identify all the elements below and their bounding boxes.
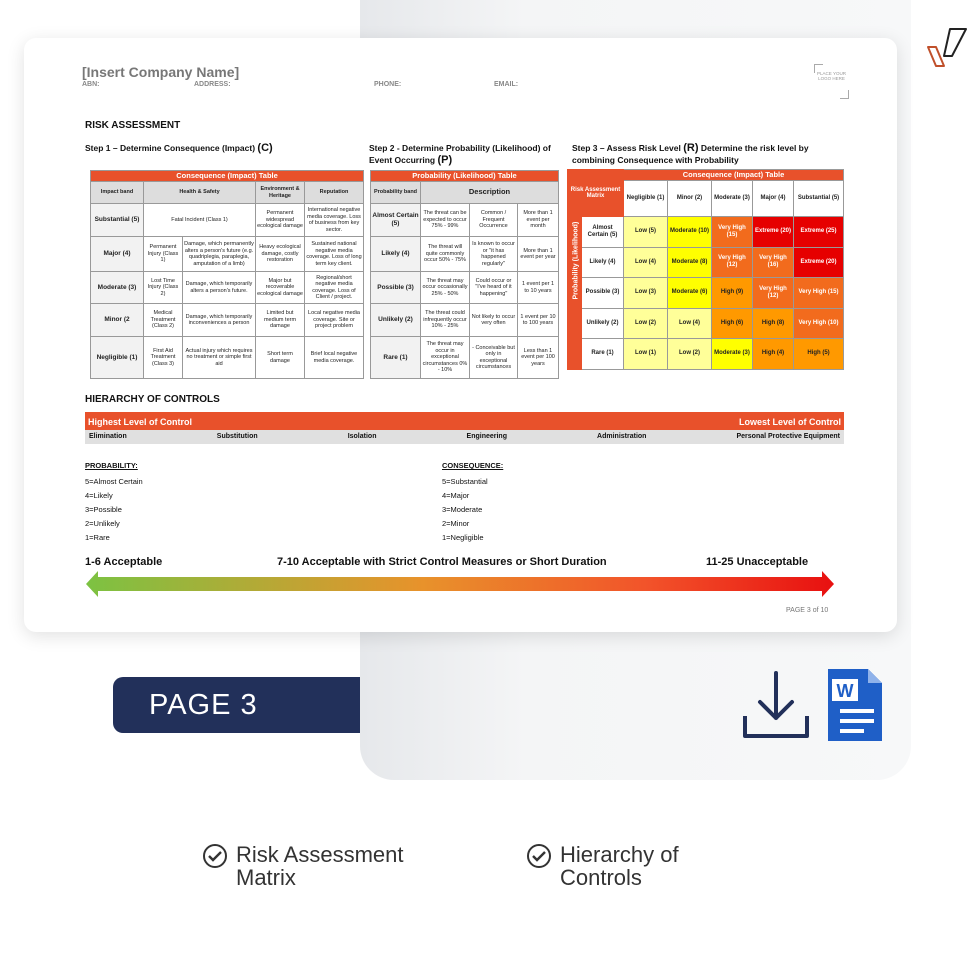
hierarchy-item: Isolation — [347, 433, 377, 440]
reputation-cell: Brief local negative media coverage. — [305, 337, 364, 379]
risk-cell-low: Low (1) — [624, 339, 668, 370]
risk-cell-high: High (8) — [753, 308, 794, 339]
table-row — [371, 272, 559, 304]
step3-title-text-2: Determine the risk level by combining Consequence with Probability — [572, 143, 809, 165]
consequence-table — [90, 170, 364, 379]
col-header: Impact band — [91, 182, 144, 204]
step1-letter: (C) — [257, 142, 273, 154]
probability-legend-item: 3=Possible — [85, 505, 122, 514]
matrix-corner-label: Risk Assessment Matrix — [568, 170, 624, 217]
address-label: ADDRESS: — [194, 81, 231, 88]
hierarchy-item: Substitution — [216, 433, 258, 440]
probability-legend — [85, 459, 143, 545]
reputation-cell: International negative media coverage. Loss of business from key sector. — [305, 204, 364, 237]
abn-label: ABN: — [82, 81, 100, 88]
risk-cell-ext: Extreme (20) — [753, 217, 794, 248]
matrix-row — [568, 339, 844, 370]
probability-legend-item: 2=Unlikely — [85, 519, 120, 528]
col-header: Health & Safety — [144, 182, 256, 204]
step2-title-text: Step 2 - Determine Probability (Likelihood) of Event Occurring — [369, 143, 551, 165]
risk-cell-low: Low (4) — [668, 308, 712, 339]
phone-label: PHONE: — [374, 81, 402, 88]
page-title: RISK ASSESSMENT — [85, 120, 181, 131]
scale-strict: 7-10 Acceptable with Strict Control Measures or Short Duration — [277, 556, 607, 568]
matrix-column-header: Negligible (1) — [624, 181, 668, 217]
description-cell: The threat may occur in exceptional circumstances 0% - 10% — [421, 337, 470, 379]
probability-band: Rare (1) — [371, 337, 421, 379]
step1-title-text: Step 1 – Determine Consequence (Impact) — [85, 143, 256, 153]
matrix-column-header: Minor (2) — [668, 181, 712, 217]
health-safety-class: Permanent Injury (Class 1) — [144, 237, 183, 272]
feature-label: Risk Assessment Matrix — [236, 842, 404, 890]
risk-cell-high: High (9) — [712, 278, 753, 309]
hierarchy-title: HIERARCHY OF CONTROLS — [85, 394, 220, 405]
matrix-row-label: Likely (4) — [582, 247, 624, 278]
matrix-row-label: Almost Certain (5) — [582, 217, 624, 248]
description-cell: More than 1 event per year — [518, 237, 559, 272]
col-header: Reputation — [305, 182, 364, 204]
health-safety-class: Lost Time Injury (Class 2) — [144, 272, 183, 304]
feature-item — [202, 843, 456, 889]
risk-matrix-table — [567, 169, 844, 370]
hierarchy-item: Administration — [597, 433, 647, 440]
description-cell: The threat may occur occasionally 25% - 50% — [421, 272, 470, 304]
risk-cell-mod: Moderate (10) — [668, 217, 712, 248]
risk-cell-vh: Very High (16) — [753, 247, 794, 278]
consequence-legend-item: 1=Negligible — [442, 533, 484, 542]
health-safety-cell: Damage, which permanently alters a person's future (e.g. quadriplegia, paraplegia, amputation of a limb) — [183, 237, 256, 272]
description-cell: Common / Frequent Occurrence — [470, 204, 518, 237]
consequence-legend-title: CONSEQUENCE: — [442, 461, 504, 470]
matrix-column-header: Major (4) — [753, 181, 794, 217]
description-cell: The threat could infrequently occur 10% - 25% — [421, 304, 470, 337]
table-row — [91, 204, 364, 237]
download-icon[interactable] — [742, 670, 812, 740]
risk-cell-vh: Very High (10) — [794, 308, 844, 339]
step3-title — [572, 142, 842, 166]
table-row — [371, 337, 559, 379]
description-cell: More than 1 event per month — [518, 204, 559, 237]
description-cell: Is known to occur or "it has happened regularly" — [470, 237, 518, 272]
reputation-cell: Local negative media coverage. Site or project problem — [305, 304, 364, 337]
impact-band: Moderate (3) — [91, 272, 144, 304]
consequence-legend-item: 2=Minor — [442, 519, 470, 528]
matrix-table-title: Consequence (Impact) Table — [624, 170, 844, 181]
probability-legend-item: 4=Likely — [85, 491, 113, 500]
probability-table — [370, 170, 559, 379]
hierarchy-bar — [85, 412, 844, 430]
description-cell: The threat can be expected to occur 75% - 99% — [421, 204, 470, 237]
page-label: PAGE 3 — [113, 677, 360, 733]
email-label: EMAIL: — [494, 81, 519, 88]
probability-table-title: Probability (Likelihood) Table — [371, 171, 559, 182]
feature-label: Hierarchy of Controls — [560, 842, 679, 890]
matrix-row-label: Unlikely (2) — [582, 308, 624, 339]
table-row — [371, 237, 559, 272]
health-safety-cell: Damage, which temporarily inconveniences a person — [183, 304, 256, 337]
matrix-column-header: Substantial (5) — [794, 181, 844, 217]
check-circle-icon — [202, 843, 228, 869]
impact-band: Minor (2 — [91, 304, 144, 337]
table-row — [371, 204, 559, 237]
risk-cell-vh: Very High (12) — [712, 247, 753, 278]
environment-cell: Permanent widespread ecological damage — [256, 204, 305, 237]
description-cell: Less than 1 event per 100 years — [518, 337, 559, 379]
table-row — [91, 337, 364, 379]
check-circle-icon — [526, 843, 552, 869]
document-page-preview — [24, 38, 897, 632]
probability-axis-label — [568, 217, 582, 370]
step1-title — [85, 142, 375, 154]
hierarchy-item: Elimination — [89, 433, 127, 440]
consequence-table-title: Consequence (Impact) Table — [91, 171, 364, 182]
matrix-row — [568, 278, 844, 309]
risk-cell-high: High (4) — [753, 339, 794, 370]
description-cell: 1 event per 10 to 100 years — [518, 304, 559, 337]
risk-cell-low: Low (5) — [624, 217, 668, 248]
environment-cell: Major but recoverable ecological damage — [256, 272, 305, 304]
hierarchy-items — [85, 430, 844, 444]
col-header: Probability band — [371, 182, 421, 204]
impact-band: Major (4) — [91, 237, 144, 272]
probability-band: Almost Certain (5) — [371, 204, 421, 237]
step2-title — [369, 142, 564, 166]
health-safety-class: Medical Treatment (Class 2) — [144, 304, 183, 337]
hierarchy-item: Engineering — [466, 433, 507, 440]
consequence-legend-item: 3=Moderate — [442, 505, 483, 514]
health-safety-class: First Aid Treatment (Class 3) — [144, 337, 183, 379]
risk-cell-vh: Very High (12) — [753, 278, 794, 309]
environment-cell: Short term damage — [256, 337, 305, 379]
consequence-legend-item: 5=Substantial — [442, 477, 488, 486]
table-row — [91, 272, 364, 304]
risk-cell-low: Low (4) — [624, 247, 668, 278]
logo-placeholder: PLACE YOUR LOGO HERE — [814, 64, 849, 99]
page-number: PAGE 3 of 10 — [786, 607, 829, 614]
description-cell: 1 event per 1 to 10 years — [518, 272, 559, 304]
probability-band: Likely (4) — [371, 237, 421, 272]
risk-cell-mod: Moderate (3) — [712, 339, 753, 370]
step2-letter: (P) — [437, 154, 453, 166]
description-cell: The threat will quite commonly occur 50% - 75% — [421, 237, 470, 272]
word-document-icon[interactable] — [826, 669, 884, 741]
probability-legend-item: 5=Almost Certain — [85, 477, 143, 486]
risk-cell-low: Low (3) — [624, 278, 668, 309]
description-cell: Not likely to occur very often — [470, 304, 518, 337]
health-safety-cell: Actual injury which requires no treatment or simple first aid — [183, 337, 256, 379]
impact-band: Negligible (1) — [91, 337, 144, 379]
matrix-row-label: Rare (1) — [582, 339, 624, 370]
matrix-row — [568, 217, 844, 248]
probability-band: Unlikely (2) — [371, 304, 421, 337]
risk-cell-high: High (6) — [712, 308, 753, 339]
risk-cell-vh: Very High (15) — [712, 217, 753, 248]
table-row — [371, 304, 559, 337]
health-safety-cell: Fatal Incident (Class 1) — [144, 204, 256, 237]
table-row — [91, 304, 364, 337]
risk-cell-mod: Moderate (8) — [668, 247, 712, 278]
risk-cell-mod: Moderate (6) — [668, 278, 712, 309]
scale-unacceptable: 11-25 Unacceptable — [706, 556, 809, 568]
hierarchy-item: Personal Protective Equipment — [736, 433, 840, 440]
description-cell: Could occur or "I've heard of it happening" — [470, 272, 518, 304]
probability-legend-item: 1=Rare — [85, 533, 110, 542]
probability-legend-title: PROBABILITY: — [85, 461, 138, 470]
step3-title-text: Step 3 – Assess Risk Level — [572, 143, 681, 153]
matrix-row-label: Possible (3) — [582, 278, 624, 309]
description-cell: - Conceivable but only in exceptional circumstances — [470, 337, 518, 379]
col-header: Environment & Heritage — [256, 182, 305, 204]
matrix-row — [568, 308, 844, 339]
risk-cell-vh: Very High (15) — [794, 278, 844, 309]
reputation-cell: Sustained national negative media coverage. Loss of long term key client. — [305, 237, 364, 272]
company-name: [Insert Company Name] — [82, 64, 240, 80]
col-header: Description — [421, 182, 559, 204]
consequence-legend-item: 4=Major — [442, 491, 470, 500]
probability-band: Possible (3) — [371, 272, 421, 304]
risk-scale-arrow — [86, 570, 834, 598]
impact-band: Substantial (5) — [91, 204, 144, 237]
highest-level-label: Highest Level of Control — [88, 417, 193, 427]
table-row — [91, 237, 364, 272]
lowest-level-label: Lowest Level of Control — [738, 417, 841, 427]
risk-cell-ext: Extreme (20) — [794, 247, 844, 278]
risk-cell-low: Low (2) — [668, 339, 712, 370]
environment-cell: Limited but medium term damage — [256, 304, 305, 337]
brand-logo-icon — [922, 26, 972, 70]
consequence-legend — [442, 459, 503, 545]
matrix-column-header: Moderate (3) — [712, 181, 753, 217]
risk-cell-high: High (5) — [794, 339, 844, 370]
step3-letter: (R) — [683, 142, 699, 154]
health-safety-cell: Damage, which temporarily alters a person's future. — [183, 272, 256, 304]
reputation-cell: Regional/short negative media coverage. Loss of Client / project. — [305, 272, 364, 304]
feature-item — [526, 843, 730, 889]
word-icon-letter: W — [836, 681, 854, 701]
risk-cell-low: Low (2) — [624, 308, 668, 339]
matrix-row — [568, 247, 844, 278]
scale-acceptable: 1-6 Acceptable — [85, 556, 163, 568]
environment-cell: Heavy ecological damage, costly restoration — [256, 237, 305, 272]
probability-axis-text: Probability (Likelihood) — [572, 221, 580, 300]
risk-cell-ext: Extreme (25) — [794, 217, 844, 248]
